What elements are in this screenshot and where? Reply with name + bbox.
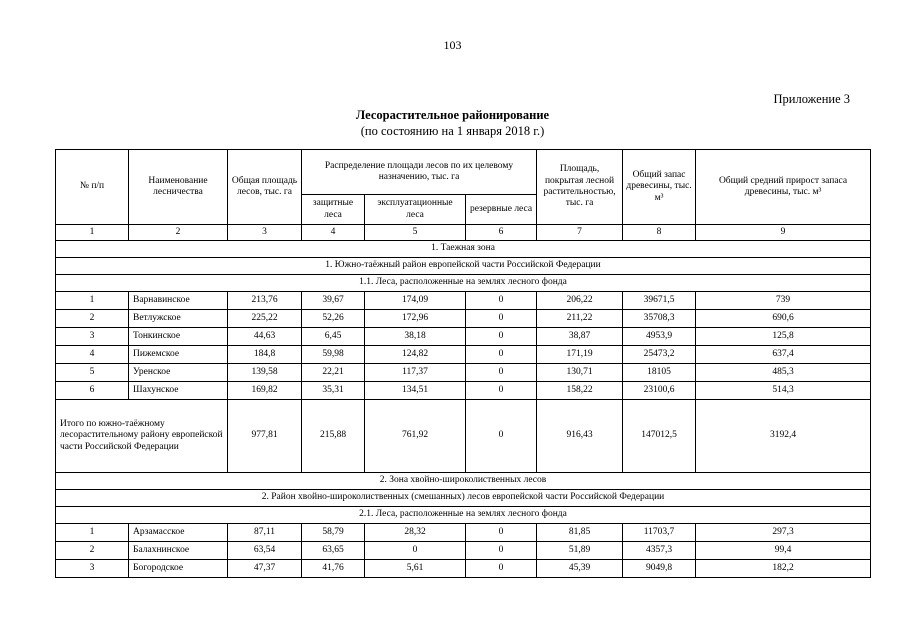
value-cell: 45,39 xyxy=(537,560,623,578)
table-row xyxy=(56,310,871,328)
section-row xyxy=(56,490,871,507)
value-cell: 117,37 xyxy=(365,364,466,382)
value-cell: 213,76 xyxy=(228,292,302,310)
document-subtitle: (по состоянию на 1 января 2018 г.) xyxy=(360,124,545,138)
total-cell: 0 xyxy=(466,400,537,473)
value-cell: 58,79 xyxy=(302,524,365,542)
rows-group-1 xyxy=(56,292,871,400)
value-cell: 134,51 xyxy=(365,382,466,400)
value-cell: 0 xyxy=(466,524,537,542)
value-cell: 52,26 xyxy=(302,310,365,328)
value-cell: 0 xyxy=(365,542,466,560)
value-cell: 63,65 xyxy=(302,542,365,560)
total-label: Итого по южно-таёжному лесорастительному району европейской части Российской Федерации xyxy=(56,400,228,473)
value-cell: 4357,3 xyxy=(623,542,696,560)
section-row xyxy=(56,275,871,292)
header-exploitation: эксплуатационные леса xyxy=(365,195,466,225)
value-cell: 485,3 xyxy=(696,364,871,382)
value-cell: 172,96 xyxy=(365,310,466,328)
value-cell: 99,4 xyxy=(696,542,871,560)
header-growth: Общий средний прирост запаса древесины, тыс. м³ xyxy=(696,150,871,225)
value-cell: 169,82 xyxy=(228,382,302,400)
rows-group-2 xyxy=(56,524,871,578)
forestry-name-cell: Пижемское xyxy=(129,346,228,364)
column-number: 2 xyxy=(129,225,228,241)
forest-zoning-table xyxy=(55,149,871,578)
value-cell: 35,31 xyxy=(302,382,365,400)
value-cell: 44,63 xyxy=(228,328,302,346)
header-area: Общая площадь лесов, тыс. га xyxy=(228,150,302,225)
table-row xyxy=(56,542,871,560)
total-row xyxy=(56,400,871,473)
total-cell: 761,92 xyxy=(365,400,466,473)
header-wood-stock: Общий запас древесины, тыс. м³ xyxy=(623,150,696,225)
value-cell: 51,89 xyxy=(537,542,623,560)
page-number: 103 xyxy=(443,38,462,52)
document-title: Лесорастительное районирование xyxy=(355,108,550,122)
value-cell: 0 xyxy=(466,292,537,310)
column-number: 8 xyxy=(623,225,696,241)
row-number-cell: 5 xyxy=(56,364,129,382)
forestry-name-cell: Балахнинское xyxy=(129,542,228,560)
total-cell: 977,81 xyxy=(228,400,302,473)
value-cell: 158,22 xyxy=(537,382,623,400)
value-cell: 38,87 xyxy=(537,328,623,346)
value-cell: 59,98 xyxy=(302,346,365,364)
section-zone-taiga: 1. Таежная зона xyxy=(56,241,871,258)
value-cell: 174,09 xyxy=(365,292,466,310)
header-protective: защитные леса xyxy=(302,195,365,225)
value-cell: 690,6 xyxy=(696,310,871,328)
value-cell: 23100,6 xyxy=(623,382,696,400)
row-number-cell: 3 xyxy=(56,328,129,346)
value-cell: 25473,2 xyxy=(623,346,696,364)
value-cell: 22,21 xyxy=(302,364,365,382)
table-row xyxy=(56,382,871,400)
header-name: Наименование лесничества xyxy=(129,150,228,225)
header-forest-cover: Площадь, покрытая лесной растительностью, тыс. га xyxy=(537,150,623,225)
table-row xyxy=(56,328,871,346)
section-region-south-taiga: 1. Южно-таёжный район европейской части Российской Федерации xyxy=(56,258,871,275)
column-number: 7 xyxy=(537,225,623,241)
header-distribution: Распределение площади лесов по их целевому назначению, тыс. га xyxy=(302,150,537,195)
section-row xyxy=(56,241,871,258)
value-cell: 130,71 xyxy=(537,364,623,382)
header-num: № п/п xyxy=(56,150,129,225)
value-cell: 0 xyxy=(466,346,537,364)
table-row xyxy=(56,524,871,542)
section-zone-mixed: 2. Зона хвойно-широколиственных лесов xyxy=(56,473,871,490)
value-cell: 4953,9 xyxy=(623,328,696,346)
value-cell: 124,82 xyxy=(365,346,466,364)
value-cell: 171,19 xyxy=(537,346,623,364)
table-row xyxy=(56,346,871,364)
row-number-cell: 1 xyxy=(56,524,129,542)
value-cell: 18105 xyxy=(623,364,696,382)
value-cell: 35708,3 xyxy=(623,310,696,328)
row-number-cell: 1 xyxy=(56,292,129,310)
section-forest-fund-1: 1.1. Леса, расположенные на землях лесного фонда xyxy=(56,275,871,292)
total-cell: 215,88 xyxy=(302,400,365,473)
value-cell: 11703,7 xyxy=(623,524,696,542)
row-number-cell: 3 xyxy=(56,560,129,578)
table-row xyxy=(56,292,871,310)
appendix-label: Приложение 3 xyxy=(773,92,850,106)
value-cell: 9049,8 xyxy=(623,560,696,578)
value-cell: 211,22 xyxy=(537,310,623,328)
value-cell: 637,4 xyxy=(696,346,871,364)
value-cell: 184,8 xyxy=(228,346,302,364)
section-row xyxy=(56,507,871,524)
section-region-mixed: 2. Район хвойно-широколиственных (смешанных) лесов европейской части Российской Федерации xyxy=(56,490,871,507)
row-number-cell: 2 xyxy=(56,542,129,560)
column-number: 3 xyxy=(228,225,302,241)
section-row xyxy=(56,258,871,275)
value-cell: 41,76 xyxy=(302,560,365,578)
value-cell: 139,58 xyxy=(228,364,302,382)
table-row xyxy=(56,560,871,578)
forestry-name-cell: Богородское xyxy=(129,560,228,578)
value-cell: 0 xyxy=(466,310,537,328)
column-number-row xyxy=(56,225,871,241)
forestry-name-cell: Уренское xyxy=(129,364,228,382)
value-cell: 39671,5 xyxy=(623,292,696,310)
table-row xyxy=(56,364,871,382)
value-cell: 297,3 xyxy=(696,524,871,542)
total-cell: 916,43 xyxy=(537,400,623,473)
header-reserve: резервные леса xyxy=(466,195,537,225)
value-cell: 0 xyxy=(466,560,537,578)
total-cell: 3192,4 xyxy=(696,400,871,473)
value-cell: 47,37 xyxy=(228,560,302,578)
value-cell: 514,3 xyxy=(696,382,871,400)
value-cell: 0 xyxy=(466,542,537,560)
value-cell: 87,11 xyxy=(228,524,302,542)
value-cell: 81,85 xyxy=(537,524,623,542)
value-cell: 39,67 xyxy=(302,292,365,310)
value-cell: 38,18 xyxy=(365,328,466,346)
row-number-cell: 2 xyxy=(56,310,129,328)
value-cell: 206,22 xyxy=(537,292,623,310)
forestry-name-cell: Шахунское xyxy=(129,382,228,400)
row-number-cell: 4 xyxy=(56,346,129,364)
column-number: 9 xyxy=(696,225,871,241)
value-cell: 6,45 xyxy=(302,328,365,346)
row-number-cell: 6 xyxy=(56,382,129,400)
value-cell: 63,54 xyxy=(228,542,302,560)
value-cell: 182,2 xyxy=(696,560,871,578)
column-number: 1 xyxy=(56,225,129,241)
total-cell: 147012,5 xyxy=(623,400,696,473)
forestry-name-cell: Тонкинское xyxy=(129,328,228,346)
forestry-name-cell: Ветлужское xyxy=(129,310,228,328)
value-cell: 0 xyxy=(466,328,537,346)
column-number: 4 xyxy=(302,225,365,241)
value-cell: 739 xyxy=(696,292,871,310)
value-cell: 0 xyxy=(466,364,537,382)
section-row xyxy=(56,473,871,490)
column-number: 5 xyxy=(365,225,466,241)
value-cell: 125,8 xyxy=(696,328,871,346)
forestry-name-cell: Варнавинское xyxy=(129,292,228,310)
value-cell: 225,22 xyxy=(228,310,302,328)
value-cell: 0 xyxy=(466,382,537,400)
column-number: 6 xyxy=(466,225,537,241)
value-cell: 28,32 xyxy=(365,524,466,542)
value-cell: 5,61 xyxy=(365,560,466,578)
section-forest-fund-2: 2.1. Леса, расположенные на землях лесного фонда xyxy=(56,507,871,524)
header-row xyxy=(56,150,871,195)
forestry-name-cell: Арзамасское xyxy=(129,524,228,542)
